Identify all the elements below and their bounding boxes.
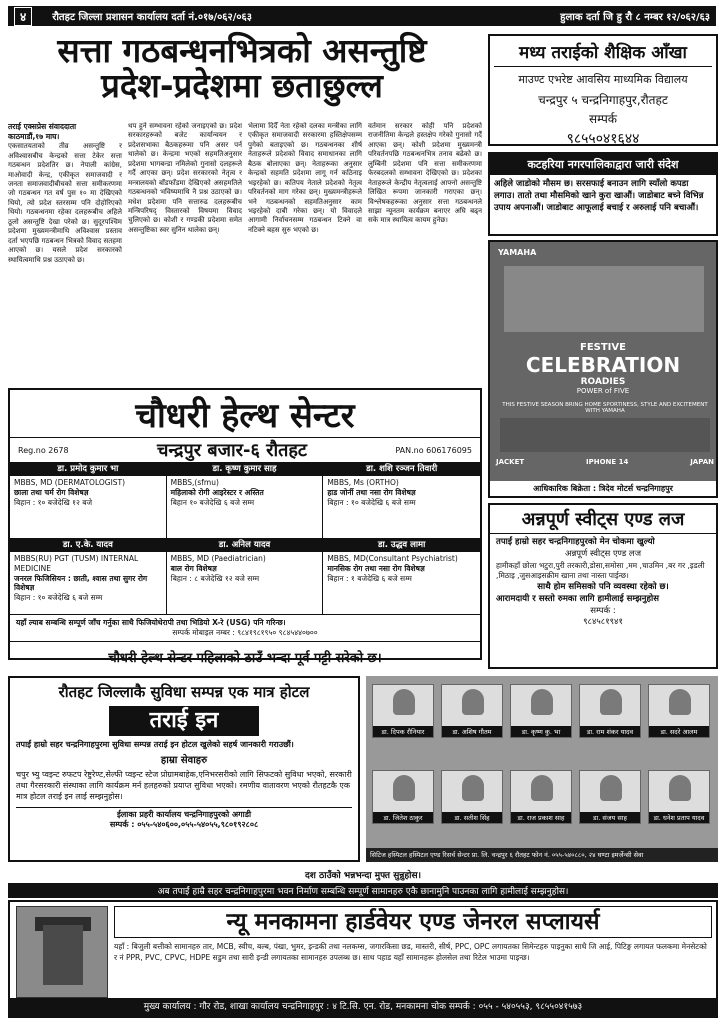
doctor-photo [462, 689, 484, 715]
story-column-3 [248, 122, 362, 386]
page-header-bar [8, 6, 716, 26]
doctor-caption: डा. सतीश सिंह [442, 812, 502, 823]
prizes-row [496, 458, 714, 466]
hotel-services-title: हाम्रा सेवाहरु [160, 754, 208, 766]
doctor-photo [462, 775, 484, 801]
doctor-caption: डा. जितेश ठाकुर [373, 812, 433, 823]
doctor-specialty: जनरल फिजिसियन : छाती, श्वास तथा सुगर रोग विशेषज्ञ [14, 573, 148, 593]
sweets-line-1: तपाईं हाम्रो सहर चन्द्रनिगाहपुरको मेन चोकमा खुल्यो [496, 537, 655, 547]
doctor-hours: बिहान : १० बजेदेखि ६ बजे सम्म [327, 497, 416, 507]
school-address: चन्द्रपुर ५ चन्द्रनिगाहपुर,रौतहट [538, 93, 668, 107]
doctor-card [323, 463, 480, 539]
doctor-photo [531, 689, 553, 715]
sweets-title: अन्नपूर्ण स्वीट्स एण्ड लज [490, 505, 716, 534]
story-column-4 [368, 122, 482, 386]
doctor-photo-tile [441, 770, 503, 824]
doctor-photo-tile [441, 684, 503, 738]
health-center-title: चौधरी हेल्थ सेन्टर [10, 390, 480, 438]
sweets-contact-label: सम्पर्क : [590, 605, 616, 616]
power-text: POWER of FIVE [576, 387, 630, 395]
doctor-specialty: महिलाको रोगी आइरेस्टर र अस्तित [170, 487, 264, 497]
hotel-intro: तपाईं हाम्रो सहर चन्द्रनिगाहपुरमा सुविधा सम्पन्न तराई इन होटल खुलेको सहर्ष जानकारी गराउछौं। [16, 739, 294, 749]
doctor-caption: डा. अशिष गौतम [442, 726, 502, 737]
sweets-line-4: साथै होम समिसको पनि व्यवस्था रहेको छ। [537, 581, 669, 592]
doctor-photo-tile [579, 770, 641, 824]
main-headline [8, 31, 476, 105]
festive-text: FESTIVE [580, 342, 626, 353]
doctor-caption: डा. संजय साह [580, 812, 640, 823]
health-address: चन्द्रपुर बजार-६ रौतहट [156, 440, 308, 461]
notice-text: अहिले जाडोको मौसम छ। सरसफाई बनाउन लागि स्याँलो कपडा लगाउ। तातो तथा मौसमिको खाने कुरा खाऔं। जाडोबाट बच्ने विभिन्न उपाय अपनाऔं। जाडोबाट आफूलाई बचाई र अरुलाई पनि बचाऔं। [494, 179, 704, 213]
doctor-specialty: मानसिक रोग तथा नसा रोग विशेषज्ञ [327, 563, 425, 573]
doctor-caption: डा. सदरे आलम [649, 726, 709, 737]
doctor-caption: डा. राम शंकर यादव [580, 726, 640, 737]
doctor-hours: बिहान : १० बजेदेखि ६ बजे सम्म [14, 593, 103, 603]
yamaha-dealer: आधिकारिक बिक्रेता : त्रिदेव मोटर्स चन्द्रनिगाहपुर [490, 481, 716, 496]
hotel-address: ईलाका प्रहरी कार्यालय चन्द्रनिगाहपुरको अगाडी [16, 807, 352, 821]
doctor-card [323, 539, 480, 615]
story-text: वर्तमान सरकार कोही पनि प्रदेशको राजनीतिमा केन्द्रले हस्तक्षेप गरेको गुनासो गर्दै आएका छन्। कोशी प्रदेशमा मुख्यमन्त्री परिवर्तनपछि गठबन्धनभित्र तनाव बढेको छ। लुम्बिनी प्रदेशमा पनि सत्ता समीकरणमा फेरबदलको सम्भावना देखिएको छ। प्रदेशका नेताहरूले केन्द्रीय नेतृत्वलाई आफ्नो असन्तुष्टि लिखित रूपमा जानकारी गराएका छन्। विश्लेषकहरूका अनुसार सत्ता गठबन्धनले साझा न्यूनतम कार्यक्रम बनाएर अघि बढ्न सके मात्र स्थायित्व कायम हुनेछ। [368, 122, 482, 225]
doctor-photo-tile [579, 684, 641, 738]
doctor-card [167, 463, 324, 539]
headline-line-1: सत्ता गठबन्धनभित्रको असन्तुष्टि [57, 31, 427, 70]
doctor-degree: MBBS, Ms (ORTHO) [327, 478, 399, 488]
school-phone: ९८५५०४१६४४ [566, 131, 640, 147]
school-ad [488, 34, 718, 146]
doctor-photo [669, 775, 691, 801]
health-contact: सम्पर्क मोबाइल नम्बर : ९८४१९८१९५० ९८४५४४०७०० [172, 627, 318, 637]
school-ad-title: मध्य तराईको शैक्षिक आँखा [494, 40, 712, 67]
health-services-note [10, 615, 480, 642]
doctor-hours: बिहान १० बजेदेखि ६ बजे सम्म [170, 497, 255, 507]
doctor-hours: बिहान : ८ बजेदेखि १२ बजे सम्म [170, 573, 260, 583]
doctor-photo-tile [372, 684, 434, 738]
doctor-photo-tile [648, 684, 710, 738]
motorbikes-image [500, 418, 710, 452]
doctor-degree: MBBS(RU) PGT (TUSM) INTERNAL MEDICINE [14, 554, 139, 573]
doctor-specialty: हाड जोर्नी तथा नसा रोग विशेषज्ञ [327, 487, 416, 497]
sweets-menu: हामीकहाँ छोला भटुरा,पुरी तरकारी,डोसा,समोसा ,मम ,चाउमिन ,बर गर ,इडली ,मिठाइ ,जुसआइसक्रीम खाना तथा नास्ता पाईन्छ। [496, 560, 705, 581]
yamaha-brand: YAMAHA [498, 248, 537, 257]
story-dateline: काठमाडौं,१७ माघ। [8, 132, 60, 142]
doctor-specialty: छाला तथा चर्म रोग विशेषज्ञ [14, 487, 89, 497]
doctor-photo-tile [510, 684, 572, 738]
doctor-name: डा. अनिल यादव [167, 539, 323, 552]
headline-line-2: प्रदेश-प्रदेशमा छताछुल्ल [101, 65, 383, 105]
yamaha-ad [488, 240, 718, 498]
yamaha-tagline: THIS FESTIVE SEASON BRING HOME SPORTINESS, STYLE AND EXCITEMENT WITH YAMAHA [502, 402, 708, 414]
health-center-ad [8, 388, 482, 666]
story-text: थप हुने सम्भावना रहेको जनाइएको छ। प्रदेश सरकारहरूको बजेट कार्यान्वयन र प्रदेशसभाका बैठकहरूमा पनि असर पर्न थालेको छ। केन्द्रमा भएको सहमतिअनुसार प्रदेशमा भागबन्डा नमिलेको गुनासो दलहरूले गर्दै आएका छन्। प्रदेश सरकारको नेतृत्व र मन्त्रालयको बाँडफाँडमा देखिएको असहमतिले गठबन्धनको भविष्यमाथि नै प्रश्न उठाएको छ। मधेश प्रदेशमा पनि सत्तारुढ दलहरूबीच मन्त्रिपरिषद् विस्तारको विषयमा विवाद चुलिएको छ। कोशी र गण्डकी प्रदेशमा समेत असन्तुष्टिका स्वर सुनिन थालेका छन्। [128, 122, 242, 234]
temple-body [43, 925, 83, 985]
prize-iphone: IPHONE 14 [585, 458, 629, 466]
hardware-title: न्यू मनकामना हार्डवेयर एण्ड जेनरल सप्लायर्स [114, 906, 712, 938]
riders-photo [504, 266, 704, 332]
doctor-photo-tile [372, 770, 434, 824]
sweets-ad [488, 503, 718, 669]
lead-story [8, 122, 482, 386]
story-text: भेलामा दिदैँ नेता रहेको दलका मन्त्रीका लागि एकीकृत समाजवादी सरकारमा हस्तिक्षेपसम्म पुगेको बताइएको छ। गठबन्धनका शीर्ष नेताहरूले प्रदेशको विवाद समाधानका लागि बैठक बोलाएका छन्। नेताहरूका अनुसार केन्द्रको सहमति प्रदेशमा लागू गर्न कठिनाइ भइरहेको छ। कतिपय नेताले प्रदेशको नेतृत्व परिवर्तनको माग गरेका छन्। मुख्यमन्त्रीहरूले भने गठबन्धनको सहमतिअनुसार काम भइरहेको दाबी गरेका छन्। यो विवादले आगामी निर्वाचनसम्म गठबन्धन टिक्ने वा नटिक्ने बहस सुरु भएको छ। [248, 122, 362, 234]
hardware-ad [8, 900, 718, 1018]
doctor-photo [393, 689, 415, 715]
doctor-caption: डा. धनेश प्रताप यादव [649, 812, 709, 823]
doctor-degree: MBBS,(sfmu) [170, 478, 219, 488]
doctor-hours: बिहान : १ बजेदेखि ६ बजे सम्म [327, 573, 412, 583]
doctor-name: डा. कृष्ण कुमार साह [167, 463, 323, 476]
festive-banner [490, 342, 716, 395]
postal-registration-text: हुलाक दर्ता जि हु रौ ८ नम्बर १२/०६२/६३ [560, 12, 710, 23]
sweets-line-5: आरामदायी र सस्तो रुमका लागि हामीलाई सम्झनुहोस [496, 593, 659, 604]
doctor-hours: बिहान : १० बजेदेखि १२ बजे [14, 497, 93, 507]
school-contact-label: सम्पर्क [589, 112, 617, 126]
hotel-ad [8, 676, 360, 862]
tagline-strip: दश ठाउँको भन्नभन्दा मुफ्त सुन्नुहोस। [304, 871, 422, 881]
story-column-2 [128, 122, 242, 386]
doctor-photo [600, 775, 622, 801]
health-relocation-note: चौधरी हेल्थ सेन्टर पहिलाको ठाउँ भन्दा पूर्व पट्टी सरेको छ। [108, 650, 382, 666]
doctor-degree: MBBS, MD (DERMATOLOGIST) [14, 478, 126, 488]
story-byline: तराई एक्सप्रेस संवाददाता [8, 122, 77, 131]
doctor-degree: MBBS, MD(Consultant Psychiatrist) [327, 554, 458, 564]
roadies-text: ROADIES [580, 377, 626, 387]
hotel-contact: सम्पर्क : ०५५-५४०६००,०५५-५४०५५,९८०१९२८०८ [109, 820, 259, 830]
building-materials-strip: अब तपाईं हाम्रै सहर चन्द्रनिगाहपुरमा भवन निर्माण सम्बन्धि सम्पूर्ण सामानहरु एकै छानामुनि पाउनका लागि हामीलाई सम्झनुहोस। [8, 883, 718, 898]
hotel-services: चपुर भ्यु प्वइन्ट रुफटप रेष्टुरेण्ट,सेल्फी प्वइन्ट स्टेज प्रोग्रामबाहेक,एनिभरसरीको लागि सिफटको सुविधा भएको, सरकारी तथा गैरसरकारी संस्थाका लागि कार्यक्रम मर्न हलहरुको प्रयाप्त सुविधा भएको। रमणीय वातावरण भएको रौतहटकै एक मात्र होटल तराई इन लाई सम्झनुहोस। [16, 770, 352, 801]
doctor-photo [393, 775, 415, 801]
notice-title: कटहरिया नगरपालिकाद्वारा जारी संदेश [490, 154, 716, 175]
doctor-caption: डा. दिपक रौनियार [373, 726, 433, 737]
hotel-name: तराई इन [109, 706, 259, 736]
sweets-phone: ९८४५८१९४१ [583, 617, 623, 628]
registration-text: रौतहट जिल्ला प्रशासन कार्यालय दर्ता नं.०१७/०६२/०६३ [52, 12, 252, 23]
temple-photo [16, 906, 108, 998]
prize-japan: JAPAN [690, 458, 714, 466]
doctor-card [10, 463, 167, 539]
doctor-caption: डा. राज प्रकाश साह [511, 812, 571, 823]
hardware-contact-bar: मुख्य कार्यालय : गौर रोड, शाखा कार्यालय चन्द्रनिगाहपुर : ४ टि.सि. एन. रोड, मनकामना चोक सम्पर्क : ०५५ - ५४०५५३, ९८५५०४१५७३ [10, 998, 716, 1016]
hardware-description: यहाँ : बिजुली बत्तीको सामानहरु तार, MCB, स्वीच, बल्ब, पंखा, भुमर, इन्डकी तथा नलकम्स, जगारकिसा छड, मास्तरी, सीर्ष, PPC, OPC लगायतका सिमेन्टहरु पाइनुका साथै जि आई, पिटिङ्ग लगायत फलकमा मेनसेटको र नं PPR, PVC, CPVC, HDPE सडुम तथा सारी इन्डी लगायतका सामानहरु उपलब्ध छ। साथ पहाड यहाँ सामानहरू होलसेल तथा रिटेल भाउमा पाइन्छ। [114, 942, 707, 962]
doctor-name: डा. शशि रञ्जन तिवारी [323, 463, 480, 476]
celebration-text: CELEBRATION [525, 353, 681, 377]
doctor-degree: MBBS, MD (Paediatrician) [170, 554, 266, 564]
doctor-photo-tile [510, 770, 572, 824]
doctor-card [167, 539, 324, 615]
doctor-photo-tile [648, 770, 710, 824]
health-reg-no: Reg.no 2678 [18, 445, 69, 455]
sweets-line-2: अन्नपूर्ण स्वीट्स एण्ड लज [564, 548, 642, 559]
prize-jacket: JACKET [496, 458, 525, 466]
doctor-name: डा. उद्धव लामा [323, 539, 480, 552]
doctor-name: डा. प्रमोद कुमार भा [10, 463, 166, 476]
story-column-1 [8, 122, 122, 386]
health-address-row [10, 438, 480, 462]
hotel-headline: रौतहट जिल्लाकै सुविधा सम्पन्न एक मात्र होटल [58, 683, 310, 701]
page-number: ४ [14, 7, 32, 26]
story-text: एकसातयताको तीव्र असन्तुष्टि र अविश्वासबीच केन्द्रको सत्ता टेकेर सत्ता गठबन्धन प्रदेशतिर छ। नेपाली कांग्रेस, माओवादी केन्द्र, एकीकृत समाजवादी र जनता समाजवादीबीचको सत्ता समीकरणमा जो गठबन्धन गत वर्ष पुस १० मा देखिएको थियो, त्यो प्रदेश स्तरसम्म पनि दोहोरिएको थियो। गठबन्धनमा रहेका दलहरूबीच अहिले ठूलो असन्तुष्टि देखा परेको छ। सुदूरपश्चिम प्रदेशमा मुख्यमन्त्रीमाथि अविश्वास प्रस्ताव दर्ता भएपछि गठबन्धन भित्रको विवाद सतहमा आएको छ। यसले प्रदेश सरकारको स्थायित्वमाथि प्रश्न उठाएको छ। [8, 142, 122, 264]
doctor-caption: डा. कृष्ण कु. भा [511, 726, 571, 737]
doctor-photo [669, 689, 691, 715]
doctor-name: डा. ए.के. यादव [10, 539, 166, 552]
school-name: माउण्ट एभरेष्ट आवसिय माध्यमिक विद्यालय [518, 73, 688, 86]
hospital-footer: सिटिज हस्पिटल हस्पिटल एण्ड रिसर्च सेन्टर प्रा. लि. चन्द्रपुर ६ रौतहट फोन नं. ०५५-५४०८८०, २४ घण्टा इमर्जेन्सी सेवा [366, 848, 718, 862]
health-pan-no: PAN.no 606176095 [395, 445, 472, 455]
doctor-card [10, 539, 167, 615]
lab-note: यहाँ ल्याब सम्बन्धि सम्पूर्ण जाँच गर्नुका साथै फिजियोथेरापी तथा भिडियो X-रे (USG) पनि गरिन्छ। [16, 618, 286, 627]
doctor-specialty: बाल रोग विशेषज्ञ [170, 563, 217, 573]
doctor-photo [531, 775, 553, 801]
doctor-grid [10, 462, 480, 615]
doctor-photo [600, 689, 622, 715]
hospital-doctor-panel [366, 676, 718, 862]
municipality-notice [488, 152, 718, 236]
